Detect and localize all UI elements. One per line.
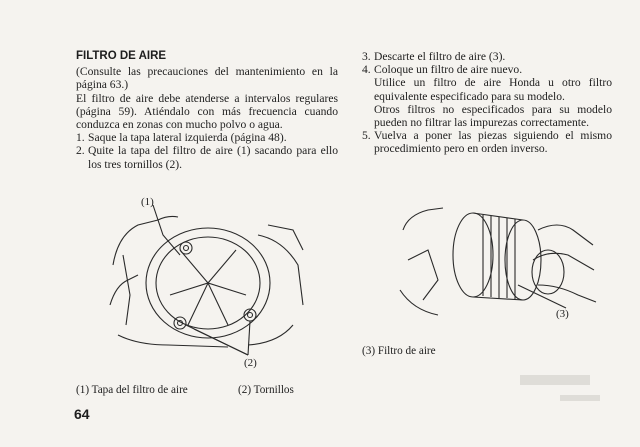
callout-1: (1) <box>141 196 154 208</box>
step-2 <box>76 144 338 170</box>
step-text: Descarte el filtro de aire (3). <box>374 50 506 63</box>
step-text: Saque la tapa lateral izquierda (página 48). <box>88 131 287 145</box>
step-4 <box>362 63 612 76</box>
step-1 <box>76 131 338 144</box>
body-paragraph: El filtro de aire debe atenderse a intervalos regulares (página 59). Atiéndalo con más frecuencia cuando conduzca en zonas con mucho polvo o agua. <box>76 91 338 132</box>
left-column <box>76 50 338 171</box>
step-text: Vuelva a poner las piezas siguiendo el mismo procedimiento pero en orden inverso. <box>374 129 612 156</box>
intro-text: (Consulte las precauciones del mantenimiento en la página 63.) <box>76 65 338 92</box>
step-3 <box>362 50 612 63</box>
note-other-filters: Otros filtros no especificados para su modelo pueden no filtrar las impurezas correctamente. <box>374 102 612 130</box>
air-filter-element-illustration <box>398 190 598 325</box>
scan-artifact <box>560 395 600 401</box>
step-number: 1. <box>76 131 85 145</box>
page-number: 64 <box>74 406 90 422</box>
step-text: Quite la tapa del filtro de aire (1) sacando para ello los tres tornillos (2). <box>88 144 338 171</box>
caption-air-filter: (3) Filtro de aire <box>362 345 436 357</box>
step-number: 3. <box>362 50 371 63</box>
note-honda-filter: Utilice un filtro de aire Honda u otro filtro equivalente especificado para su modelo. <box>374 76 612 103</box>
step-5 <box>362 129 612 155</box>
right-column <box>362 50 612 156</box>
caption-screws: (2) Tornillos <box>238 384 294 396</box>
caption-filter-cover: (1) Tapa del filtro de aire <box>76 384 188 396</box>
step-number: 4. <box>362 63 371 77</box>
step-number: 2. <box>76 144 85 158</box>
section-heading: FILTRO DE AIRE <box>76 50 167 62</box>
callout-2: (2) <box>244 357 257 369</box>
scan-artifact <box>520 375 590 385</box>
step-text: Coloque un filtro de aire nuevo. <box>374 63 523 77</box>
step-number: 5. <box>362 129 371 143</box>
air-filter-cover-illustration <box>108 195 308 365</box>
callout-3: (3) <box>556 308 569 320</box>
